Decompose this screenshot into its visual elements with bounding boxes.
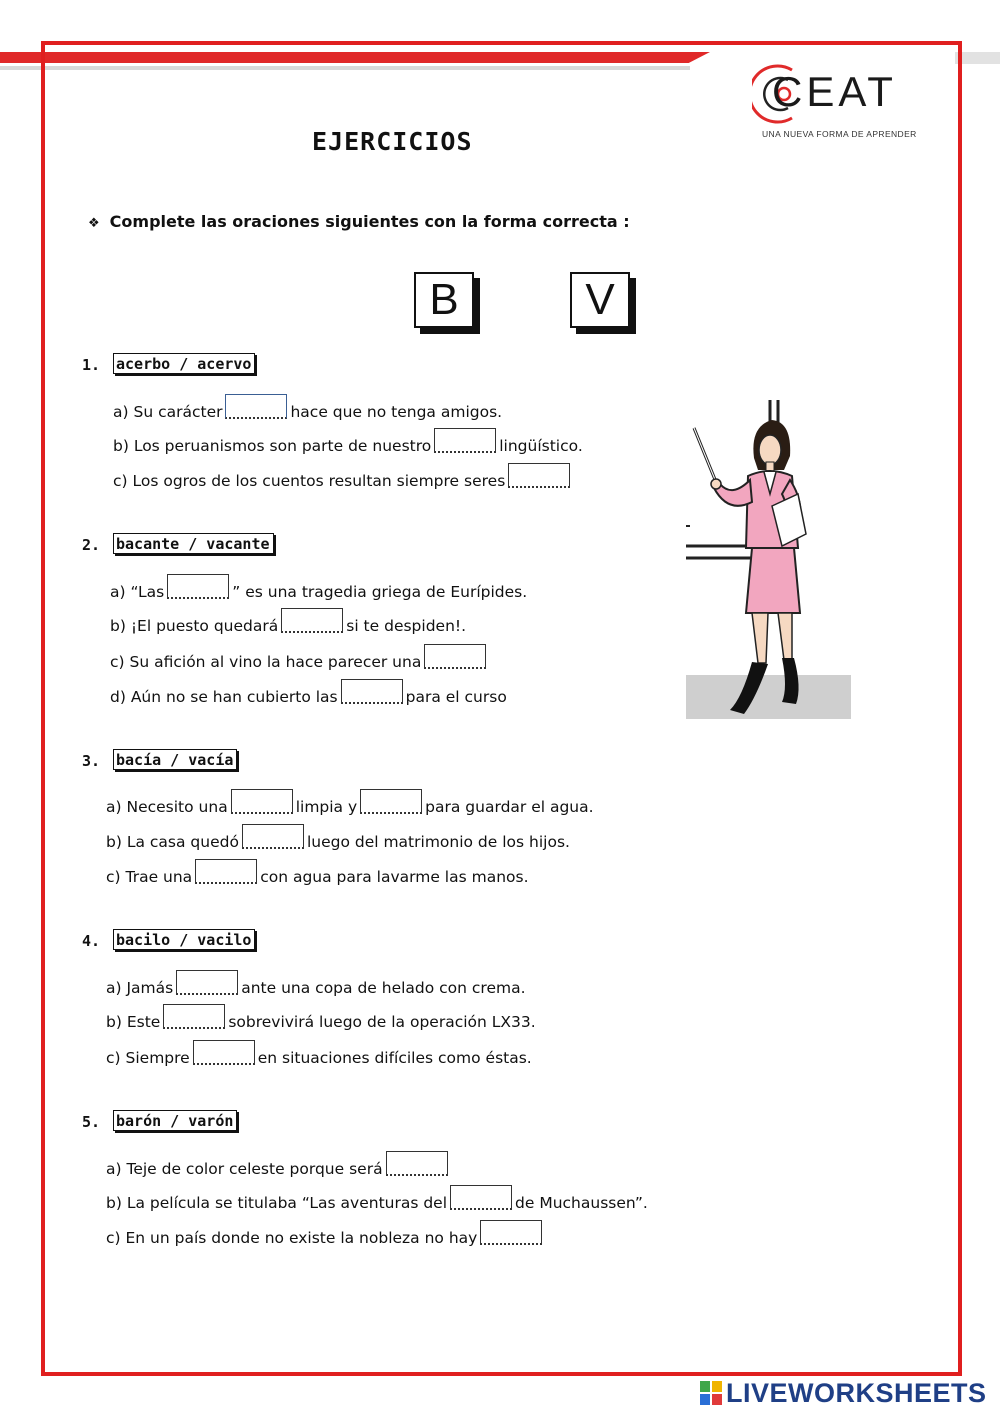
item-label: c) — [106, 1049, 121, 1067]
letter-box-b: B — [414, 272, 474, 328]
answer-blank[interactable] — [195, 859, 257, 884]
section-title: bacía / vacía — [113, 749, 237, 770]
answer-blank[interactable] — [167, 574, 229, 599]
diamond-bullet-icon: ❖ — [88, 216, 100, 231]
exercise-line — [113, 463, 573, 490]
answer-blank[interactable] — [193, 1040, 255, 1065]
item-text-before: Los ogros de los cuentos resultan siempre seres — [132, 472, 506, 490]
answer-blank[interactable] — [225, 394, 287, 419]
item-text-after: sobrevivirá luego de la operación LX33. — [228, 1013, 536, 1031]
item-text-after: en situaciones difíciles como éstas. — [257, 1049, 532, 1067]
exercise-line — [110, 608, 466, 635]
item-text-before: Teje de color celeste porque será — [126, 1160, 383, 1178]
item-text-after: si te despiden!. — [346, 617, 467, 635]
item-text-before: Jamás — [126, 979, 174, 997]
exercise-line — [106, 1220, 545, 1247]
instruction — [88, 212, 630, 231]
section-title: barón / varón — [113, 1110, 237, 1131]
exercise-line — [113, 394, 502, 421]
page-title: EJERCICIOS — [312, 127, 473, 156]
answer-blank[interactable] — [450, 1185, 512, 1210]
section-number: 3. — [82, 752, 101, 770]
instruction-text: Complete las oraciones siguientes con la forma correcta : — [109, 212, 630, 231]
answer-blank[interactable] — [424, 644, 486, 669]
item-text-after: ” es una tragedia griega de Eurípides. — [232, 583, 528, 601]
footer-text: LIVEWORKSHEETS — [726, 1378, 987, 1408]
item-label: b) — [106, 1013, 122, 1031]
item-text-before: Los peruanismos son parte de nuestro — [133, 437, 432, 455]
item-text-after: ante una copa de helado con crema. — [241, 979, 526, 997]
exercise-line — [106, 859, 529, 886]
answer-blank[interactable] — [163, 1004, 225, 1029]
item-label: c) — [106, 868, 121, 886]
item-label: b) — [106, 1194, 122, 1212]
item-label: a) — [106, 798, 122, 816]
item-text-middle: limpia y — [295, 798, 358, 816]
item-text-before: Necesito una — [126, 798, 228, 816]
item-text-after: luego del matrimonio de los hijos. — [306, 833, 570, 851]
ceat-logo — [752, 62, 927, 142]
item-label: b) — [106, 833, 122, 851]
item-text-before: Aún no se han cubierto las — [130, 688, 338, 706]
section-title: bacante / vacante — [113, 533, 274, 554]
answer-blank[interactable] — [508, 463, 570, 488]
answer-blank[interactable] — [341, 679, 403, 704]
exercise-line — [110, 644, 489, 671]
item-text-before: Este — [126, 1013, 161, 1031]
section-title: bacilo / vacilo — [113, 929, 255, 950]
item-text-before: En un país donde no existe la nobleza no hay — [125, 1229, 478, 1247]
exercise-line — [106, 1185, 648, 1212]
exercise-line — [106, 970, 526, 997]
answer-blank[interactable] — [434, 428, 496, 453]
item-text-before: Su carácter — [133, 403, 223, 421]
item-label: a) — [106, 979, 122, 997]
exercise-line — [106, 1004, 536, 1031]
liveworksheets-logo-icon — [700, 1381, 722, 1405]
item-text-before: Trae una — [125, 868, 193, 886]
section-number: 5. — [82, 1113, 101, 1131]
item-label: a) — [106, 1160, 122, 1178]
item-text-after: con agua para lavarme las manos. — [260, 868, 529, 886]
liveworksheets-footer — [700, 1378, 987, 1409]
exercise-line — [106, 1040, 532, 1067]
item-text-after: de Muchaussen”. — [515, 1194, 648, 1212]
item-text-before: “Las — [130, 583, 165, 601]
item-text-before: La película se titulaba “Las aventuras del — [126, 1194, 448, 1212]
answer-blank[interactable] — [360, 789, 422, 814]
pointer-stick — [694, 428, 716, 482]
exercise-line — [106, 824, 570, 851]
exercise-line — [113, 428, 583, 455]
item-text-before: Su afición al vino la hace parecer una — [129, 653, 422, 671]
letter-box-v: V — [570, 272, 630, 328]
section-number: 2. — [82, 536, 101, 554]
answer-blank[interactable] — [176, 970, 238, 995]
item-text-after: hace que no tenga amigos. — [290, 403, 503, 421]
section-number: 1. — [82, 356, 101, 374]
answer-blank[interactable] — [231, 789, 293, 814]
teacher-illustration — [680, 398, 855, 722]
item-text-before: La casa quedó — [126, 833, 239, 851]
section-title: acerbo / acervo — [113, 353, 255, 374]
item-label: a) — [110, 583, 126, 601]
item-label: d) — [110, 688, 126, 706]
item-text-before: ¡El puesto quedará — [130, 617, 279, 635]
answer-blank[interactable] — [386, 1151, 448, 1176]
section-number: 4. — [82, 932, 101, 950]
answer-blank[interactable] — [480, 1220, 542, 1245]
exercise-line — [106, 1151, 451, 1178]
item-text-after: para guardar el agua. — [425, 798, 594, 816]
item-label: c) — [106, 1229, 121, 1247]
logo-tagline: UNA NUEVA FORMA DE APRENDER — [762, 129, 917, 139]
floor-shadow — [686, 675, 851, 719]
logo-text: CEAT — [772, 68, 897, 115]
answer-blank[interactable] — [281, 608, 343, 633]
item-text-before: Siempre — [125, 1049, 190, 1067]
item-text-after: para el curso — [405, 688, 507, 706]
exercise-line — [106, 789, 594, 816]
item-label: c) — [110, 653, 125, 671]
item-label: a) — [113, 403, 129, 421]
item-label: b) — [113, 437, 129, 455]
exercise-line — [110, 574, 527, 601]
answer-blank[interactable] — [242, 824, 304, 849]
exercise-line — [110, 679, 507, 706]
item-text-after: lingüístico. — [499, 437, 583, 455]
item-label: c) — [113, 472, 128, 490]
item-label: b) — [110, 617, 126, 635]
